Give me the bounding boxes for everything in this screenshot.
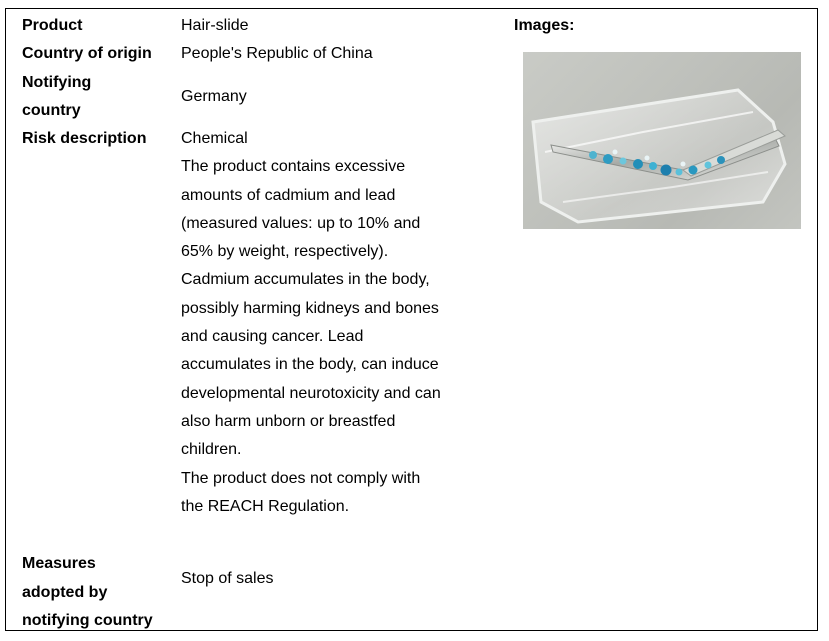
rhinestone bbox=[645, 156, 650, 161]
risk-description-text bbox=[181, 125, 471, 521]
hair-slide-photo-illustration bbox=[523, 52, 801, 229]
notifying-country-label-line-1: Notifying bbox=[22, 74, 92, 91]
rhinestone bbox=[613, 150, 618, 155]
crystal bbox=[705, 162, 712, 169]
risk-line: and causing cancer. Lead bbox=[181, 328, 364, 346]
crystal bbox=[633, 159, 643, 169]
product-label: Product bbox=[22, 17, 83, 34]
risk-line: accumulates in the body, can induce bbox=[181, 356, 439, 374]
crystal bbox=[717, 156, 725, 164]
crystal bbox=[661, 165, 672, 176]
risk-line: also harm unborn or breastfed bbox=[181, 412, 396, 430]
images-label: Images: bbox=[514, 17, 575, 34]
crystal bbox=[649, 162, 657, 170]
risk-line: possibly harming kidneys and bones bbox=[181, 299, 439, 317]
risk-line: The product contains excessive bbox=[181, 158, 406, 176]
risk-line: children. bbox=[181, 441, 242, 459]
risk-line: (measured values: up to 10% and bbox=[181, 214, 421, 232]
risk-line: Cadmium accumulates in the body, bbox=[181, 271, 430, 289]
risk-description-label: Risk description bbox=[22, 130, 147, 147]
country-of-origin-label: Country of origin bbox=[22, 45, 152, 62]
product-photo bbox=[523, 52, 801, 229]
risk-line: 65% by weight, respectively). bbox=[181, 243, 389, 261]
risk-line: amounts of cadmium and lead bbox=[181, 186, 396, 204]
crystal bbox=[589, 151, 597, 159]
crystal bbox=[676, 169, 683, 176]
measures-label-line-3: notifying country bbox=[22, 612, 153, 629]
measures-value: Stop of sales bbox=[181, 570, 274, 587]
country-of-origin-value: People's Republic of China bbox=[181, 45, 373, 62]
risk-line: The product does not comply with bbox=[181, 469, 421, 487]
rhinestone bbox=[681, 162, 686, 167]
crystal bbox=[620, 158, 627, 165]
crystal bbox=[689, 166, 698, 175]
product-value: Hair-slide bbox=[181, 17, 249, 34]
risk-line: the REACH Regulation. bbox=[181, 497, 350, 515]
notifying-country-value: Germany bbox=[181, 88, 247, 105]
risk-line: developmental neurotoxicity and can bbox=[181, 384, 441, 402]
risk-category: Chemical bbox=[181, 130, 248, 147]
measures-label bbox=[22, 550, 153, 636]
measures-label-line-1: Measures bbox=[22, 555, 96, 572]
notifying-country-label-line-2: country bbox=[22, 102, 81, 119]
measures-label-line-2: adopted by bbox=[22, 583, 108, 601]
crystal bbox=[603, 154, 613, 164]
